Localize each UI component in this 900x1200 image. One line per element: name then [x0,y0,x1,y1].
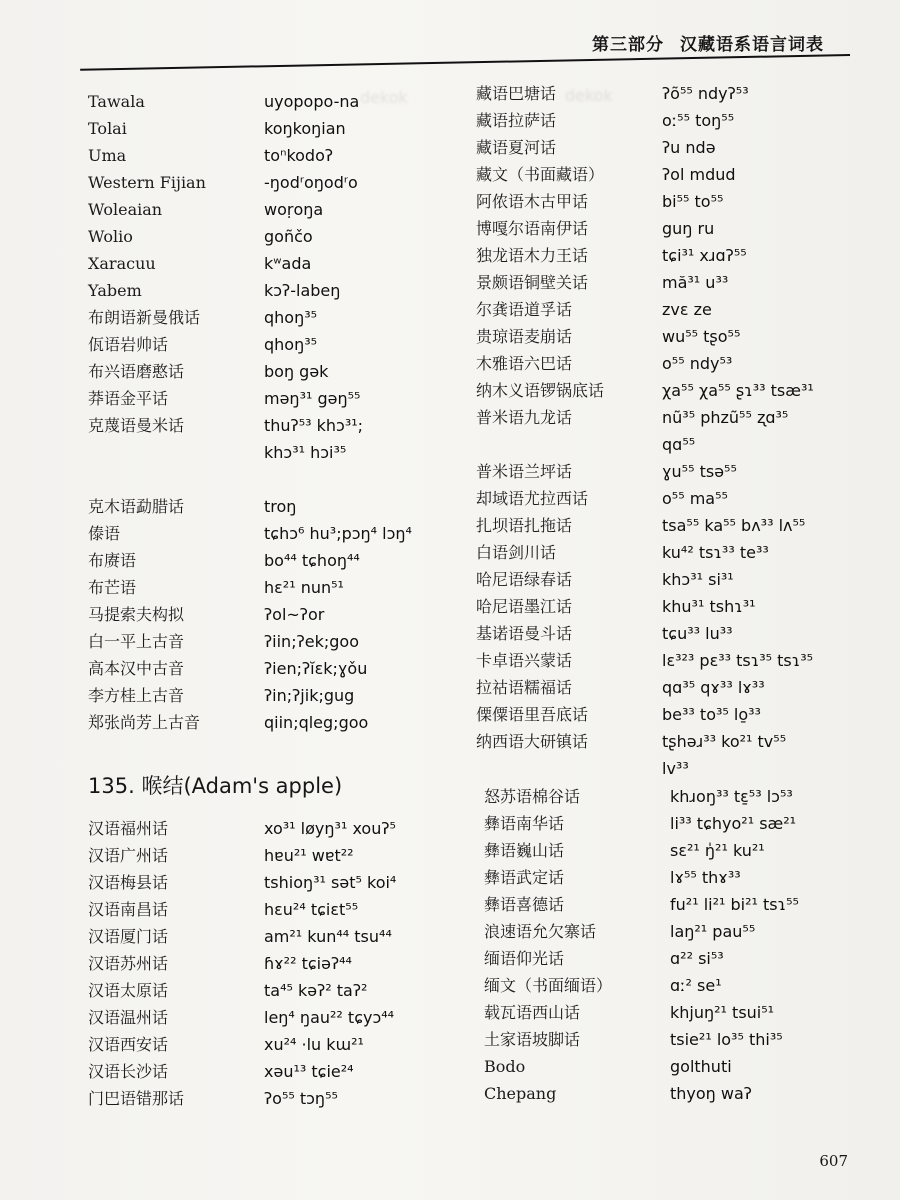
word-form: khɔ³¹ hɔi³⁵ [264,443,347,462]
language-name: 马提索夫构拟 [88,605,185,624]
word-form: koŋkoŋian [264,119,346,138]
language-name: 阿侬语木古甲话 [476,192,589,211]
language-name: 布芒语 [88,578,137,597]
word-form: xəu¹³ tɕie²⁴ [264,1062,354,1081]
word-form: thuʔ⁵³ khɔ³¹; [264,416,364,435]
language-name: 布兴语磨憨话 [88,362,185,381]
entry-row [484,891,864,918]
language-name: 藏语巴塘话 [476,84,557,103]
word-form: xu²⁴ ·lu kɯ²¹ [264,1035,364,1054]
language-name: 汉语苏州话 [88,954,169,973]
language-name: Uma [88,146,127,165]
entry-row [476,755,856,782]
entry-row [88,1031,448,1058]
language-name: 彝语南华话 [484,814,565,833]
language-name: 藏文（书面藏语） [476,165,605,184]
word-form: ʔo⁵⁵ tɔŋ⁵⁵ [264,1089,338,1108]
word-form: ʔõ⁵⁵ ndyʔ⁵³ [662,84,749,103]
entry-row [476,188,856,215]
word-form: guŋ ru [662,219,715,238]
word-form: fu²¹ li²¹ bi²¹ tsɿ⁵⁵ [670,895,799,914]
language-name: 克蔑语曼米话 [88,416,185,435]
word-form: lv³³ [662,759,689,778]
language-name: 缅语仰光话 [484,949,565,968]
word-form: qɑ³⁵ qɤ³³ lɤ³³ [662,678,765,697]
entry-row [476,134,856,161]
word-form: khu³¹ tshɿ³¹ [662,597,756,616]
word-form: ɑː² se¹ [670,976,722,995]
entry-row [88,385,448,412]
page-number: 607 [819,1152,848,1170]
word-form: bo⁴⁴ tɕhoŋ⁴⁴ [264,551,360,570]
word-form: bi⁵⁵ to⁵⁵ [662,192,724,211]
word-form: nũ³⁵ phzũ⁵⁵ ʐɑ³⁵ [662,408,789,427]
entry-row [476,80,856,107]
entry-row [476,404,856,431]
language-name: 载瓦语西山话 [484,1003,581,1022]
entry-row [484,972,864,999]
language-name: 汉语南昌话 [88,900,169,919]
language-name: 汉语梅县话 [88,873,169,892]
word-form: golthuti [670,1057,732,1076]
entry-row [476,512,856,539]
word-form: uyopopo-na [264,92,360,111]
word-form: hɛ²¹ nun⁵¹ [264,578,344,597]
word-form: ʔol mdud [662,165,736,184]
language-name: 博嘎尔语南伊话 [476,219,589,238]
word-form: tɕu³³ lu³³ [662,624,733,643]
word-form: laŋ²¹ pau⁵⁵ [670,922,756,941]
entry-row [476,701,856,728]
word-form: li³³ tɕhyo²¹ sæ²¹ [670,814,797,833]
language-name: 汉语厦门话 [88,927,169,946]
language-name: 汉语太原话 [88,981,169,1000]
bleed-through-text: dekok [565,86,613,105]
entry-row [88,977,448,1004]
entry-row [476,269,856,296]
language-name: 汉语福州话 [88,819,169,838]
language-name: Wolio [88,227,133,246]
entry-row [476,377,856,404]
language-name: 汉语西安话 [88,1035,169,1054]
entry-row [88,574,448,601]
language-name: 傈僳语里吾底话 [476,705,589,724]
language-name: 李方桂上古音 [88,686,185,705]
word-form: zvɛ ze [662,300,712,319]
entry-row [88,331,448,358]
word-form: ʔiin;ʔek;goo [264,632,359,651]
word-form: məŋ³¹ gəŋ⁵⁵ [264,389,361,408]
entry-row [476,593,856,620]
language-name: 纳木义语锣锅底话 [476,381,605,400]
entry-row [476,215,856,242]
language-name: Western Fijian [88,173,206,192]
entry-row [88,709,448,736]
language-name: 却域语尤拉西话 [476,489,589,508]
word-form: χa⁵⁵ χa⁵⁵ ʂɿ³³ tsæ³¹ [662,381,814,400]
word-form: lɤ⁵⁵ thɤ³³ [670,868,741,887]
entry-row [88,196,448,223]
word-form: toⁿkodoʔ [264,146,334,165]
language-name: 独龙语木力王话 [476,246,589,265]
word-form: xo³¹ løyŋ³¹ xouʔ⁵ [264,819,396,838]
section-heading [88,770,342,800]
language-name: 克木语勐腊话 [88,497,185,516]
entry-row [88,142,448,169]
entry-row [88,547,448,574]
header-title: 汉藏语系语言词表 [680,35,824,55]
word-form: ʔu ndə [662,138,716,157]
language-name: 景颇语铜壁关话 [476,273,589,292]
word-form: hɐu²¹ wɐt²² [264,846,354,865]
entry-row [476,539,856,566]
language-name: 汉语广州话 [88,846,169,865]
language-name: 卡卓语兴蒙话 [476,651,573,670]
language-name: Tolai [88,119,127,138]
word-form: ʔien;ʔĭɛk;ɣǒu [264,659,368,678]
word-form: qɑ⁵⁵ [662,435,696,454]
word-form: khɹoŋ³³ tɛ̱⁵³ lɔ⁵³ [670,787,793,806]
entry-row [476,323,856,350]
word-form: tʂhəɹ³³ ko²¹ tv⁵⁵ [662,732,787,751]
language-name: 怒苏语棉谷话 [484,787,581,806]
word-form: ʔol~ʔor [264,605,325,624]
word-form: tɕi³¹ xɹɑʔ⁵⁵ [662,246,747,265]
entry-row [88,439,448,466]
entry-row [88,923,448,950]
word-form: lɛ³²³ pɛ³³ tsɿ³⁵ tsɿ³⁵ [662,651,814,670]
word-form: am²¹ kun⁴⁴ tsu⁴⁴ [264,927,392,946]
entry-row [88,115,448,142]
entry-row [88,169,448,196]
language-name: 普米语九龙话 [476,408,573,427]
entry-row [484,999,864,1026]
entry-row [88,412,448,439]
language-name: 汉语长沙话 [88,1062,169,1081]
entry-row [476,458,856,485]
language-name: 哈尼语绿春话 [476,570,573,589]
entry-row [88,869,448,896]
language-name: 布赓语 [88,551,137,570]
entry-row [476,728,856,755]
entry-row [88,628,448,655]
entry-row [476,350,856,377]
word-form: boŋ gək [264,362,329,381]
entry-row [484,918,864,945]
entry-row [476,107,856,134]
entry-row [88,896,448,923]
word-form: o⁵⁵ ndy⁵³ [662,354,733,373]
entry-row [88,1004,448,1031]
language-name: 彝语喜德话 [484,895,565,914]
word-form: mă³¹ u³³ [662,273,729,292]
word-form: leŋ⁴ ŋau²² tɕyɔ⁴⁴ [264,1008,395,1027]
word-form: ta⁴⁵ kəʔ² taʔ² [264,981,368,1000]
entry-row [88,1085,448,1112]
word-form: tsie²¹ lo³⁵ thi³⁵ [670,1030,783,1049]
language-name: 藏语夏河话 [476,138,557,157]
word-form: be³³ to³⁵ lo̱³³ [662,705,761,724]
language-name: Chepang [484,1084,557,1103]
word-form: ku⁴² tsɿ³³ te³³ [662,543,769,562]
word-list-bottom-left [88,815,448,1112]
language-name: 佤语岩帅话 [88,335,169,354]
word-form: ʔin;ʔjik;gug [264,686,355,705]
section-number: 135. [88,774,135,798]
word-form: o⁵⁵ ma⁵⁵ [662,489,728,508]
word-form: -ŋodʳoŋodʳo [264,173,358,192]
language-name: 木雅语六巴话 [476,354,573,373]
word-form: kɔʔ-labeŋ [264,281,341,300]
word-form: ɣu⁵⁵ tsə⁵⁵ [662,462,737,481]
language-name: 普米语兰坪话 [476,462,573,481]
entry-row [88,655,448,682]
bleed-through-text: dekok [360,88,408,107]
entry-row [88,466,448,493]
word-form: goñčo [264,227,313,246]
entry-row [484,1053,864,1080]
language-name: 拉祜语糯福话 [476,678,573,697]
word-form: woṛoŋa [264,200,324,219]
language-name: 扎坝语扎拖话 [476,516,573,535]
language-name: Yabem [88,281,142,300]
entry-row [88,250,448,277]
word-form: tshioŋ³¹ sət⁵ koi⁴ [264,873,397,892]
language-name: Bodo [484,1057,526,1076]
language-name: 哈尼语墨江话 [476,597,573,616]
entry-row [476,566,856,593]
language-name: 彝语武定话 [484,868,565,887]
language-name: 郑张尚芳上古音 [88,713,201,732]
entry-row [88,88,448,115]
language-name: 傣语 [88,524,121,543]
language-name: 白一平上古音 [88,632,185,651]
entry-row [88,304,448,331]
entry-row [484,1080,864,1107]
header-rule [80,54,850,71]
language-name: 布朗语新曼俄话 [88,308,201,327]
header-part: 第三部分 [592,35,664,55]
language-name: 贵琼语麦崩话 [476,327,573,346]
entry-row [88,950,448,977]
entry-row [484,810,864,837]
entry-row [484,1026,864,1053]
word-form: kʷada [264,254,312,273]
word-form: troŋ [264,497,297,516]
entry-row [88,842,448,869]
section-title-text: 喉结(Adam's apple) [141,774,343,798]
word-list-bottom-right [484,783,864,1107]
word-form: tɕhɔ⁶ hu³;pɔŋ⁴ lɔŋ⁴ [264,524,412,543]
language-name: Woleaian [88,200,163,219]
language-name: Xaracuu [88,254,156,273]
word-list-top-right [476,80,856,782]
entry-row [88,520,448,547]
word-form: ɑ²² si⁵³ [670,949,724,968]
word-form: tsa⁵⁵ ka⁵⁵ bʌ³³ lʌ⁵⁵ [662,516,806,535]
language-name: Tawala [88,92,145,111]
language-name: 浪速语允欠寨话 [484,922,597,941]
entry-row [88,223,448,250]
entry-row [476,242,856,269]
entry-row [484,783,864,810]
entry-row [88,493,448,520]
entry-row [484,864,864,891]
language-name: 尔龚语道孚话 [476,300,573,319]
running-header [592,30,824,55]
word-form: ɦɤ²² tɕiəʔ⁴⁴ [264,954,352,973]
language-name: 高本汉中古音 [88,659,185,678]
word-form: sɛ²¹ ŋ̍²¹ ku²¹ [670,841,765,860]
entry-row [484,945,864,972]
word-form: khjuŋ²¹ tsui⁵¹ [670,1003,775,1022]
language-name: 缅文（书面缅语） [484,976,613,995]
language-name: 白语剑川话 [476,543,557,562]
word-list-top-left [88,88,448,736]
entry-row [88,358,448,385]
word-form: khɔ³¹ si³¹ [662,570,734,589]
entry-row [476,647,856,674]
entry-row [476,296,856,323]
language-name: 纳西语大研镇话 [476,732,589,751]
language-name: 门巴语错那话 [88,1089,185,1108]
language-name: 藏语拉萨话 [476,111,557,130]
word-form: hɛu²⁴ tɕiɛt⁵⁵ [264,900,359,919]
entry-row [88,682,448,709]
language-name: 彝语巍山话 [484,841,565,860]
entry-row [88,277,448,304]
entry-row [476,620,856,647]
word-form: qiin;qleg;goo [264,713,369,732]
entry-row [476,674,856,701]
language-name: 基诺语曼斗话 [476,624,573,643]
word-form: qhoŋ³⁵ [264,335,318,354]
entry-row [476,431,856,458]
word-form: oː⁵⁵ toŋ⁵⁵ [662,111,735,130]
word-form: wu⁵⁵ tʂo⁵⁵ [662,327,741,346]
word-form: qhoŋ³⁵ [264,308,318,327]
entry-row [476,161,856,188]
entry-row [88,815,448,842]
entry-row [476,485,856,512]
word-form: thyoŋ waʔ [670,1084,752,1103]
language-name: 莽语金平话 [88,389,169,408]
language-name: 土家语坡脚话 [484,1030,581,1049]
entry-row [88,1058,448,1085]
language-name: 汉语温州话 [88,1008,169,1027]
entry-row [88,601,448,628]
entry-row [484,837,864,864]
